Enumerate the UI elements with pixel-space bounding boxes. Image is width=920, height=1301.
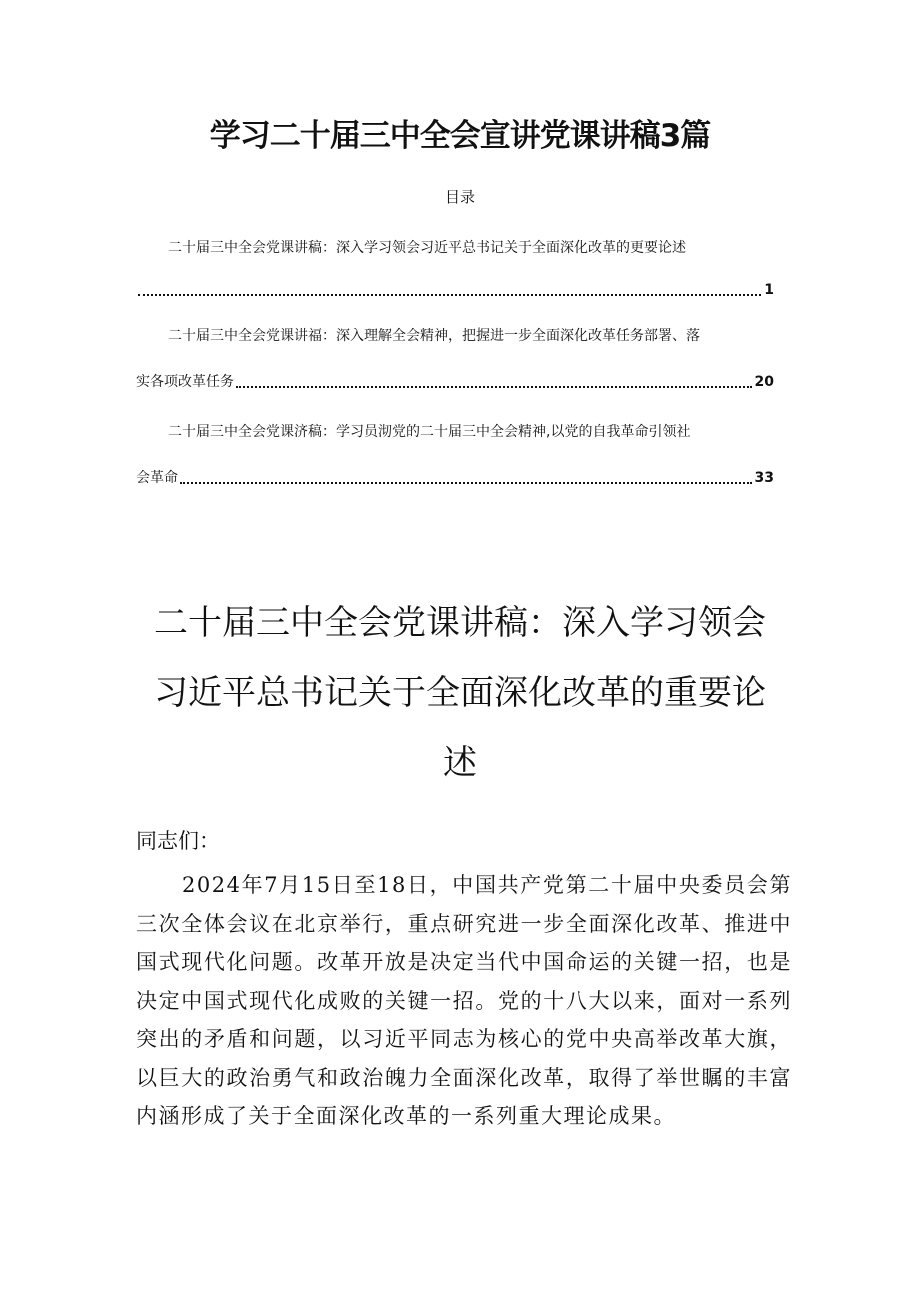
section-title-line-3: 述 xyxy=(443,743,477,783)
toc-heading: 目录 xyxy=(444,188,475,206)
dot-leader xyxy=(236,386,752,388)
section-title xyxy=(0,588,920,798)
toc-entry-2-leader xyxy=(136,372,774,392)
toc-entry-2-title[interactable]: 二十届三中全会党课讲福：深入理解全会精神，把握进一步全面深化改革任务部署、落 xyxy=(168,328,700,344)
toc-entry-1-leader xyxy=(136,280,774,300)
body-paragraph: 2024年7月15日至18日，中国共产党第二十届中央委员会第三次全体会议在北京举行，重点研究进一步全面深化改革、推进中国式现代化问题。改革开放是决定当代中国命运的关键一招，也是决定中国式现代化成败的关键一招。党的十八大以来，面对一系列突出的矛盾和问题，以习近平同志为核心的党中央高举改革大旗，以巨大的政治勇气和政治魄力全面深化改革，取得了举世瞩的丰富内涵形成了关于全面深化改革的一系列重大理论成果。 xyxy=(136,873,792,1128)
section-title-line-1: 二十届三中全会党课讲稿：深入学习领会 xyxy=(154,603,766,643)
toc-entry-3-page[interactable]: 33 xyxy=(754,470,774,486)
toc-entry-3-title[interactable]: 二十届三中全会党课济稿：学习员沏党的二十届三中全会精神,以党的自我革命引领社 xyxy=(168,424,691,440)
toc-entry-3-leader xyxy=(136,468,774,488)
toc-entry-2-continuation[interactable]: 实各项改革任务 xyxy=(136,374,234,390)
toc-entry-1-page[interactable]: 1 xyxy=(764,282,774,298)
toc-entry-1-title[interactable]: 二十届三中全会党课讲稿：深入学习领会习近平总书记关于全面深化改革的更要论述 xyxy=(168,240,686,256)
salutation: 同志们： xyxy=(136,829,220,853)
toc-entry-3-continuation[interactable]: 会革命 xyxy=(136,470,178,486)
dot-leader xyxy=(138,294,761,296)
document-title: 学习二十届三中全会宣讲党课讲稿3篇 xyxy=(209,118,711,154)
toc-entry-2-page[interactable]: 20 xyxy=(754,374,774,390)
section-title-line-2: 习近平总书记关于全面深化改革的重要论 xyxy=(154,673,766,713)
dot-leader xyxy=(180,482,752,484)
